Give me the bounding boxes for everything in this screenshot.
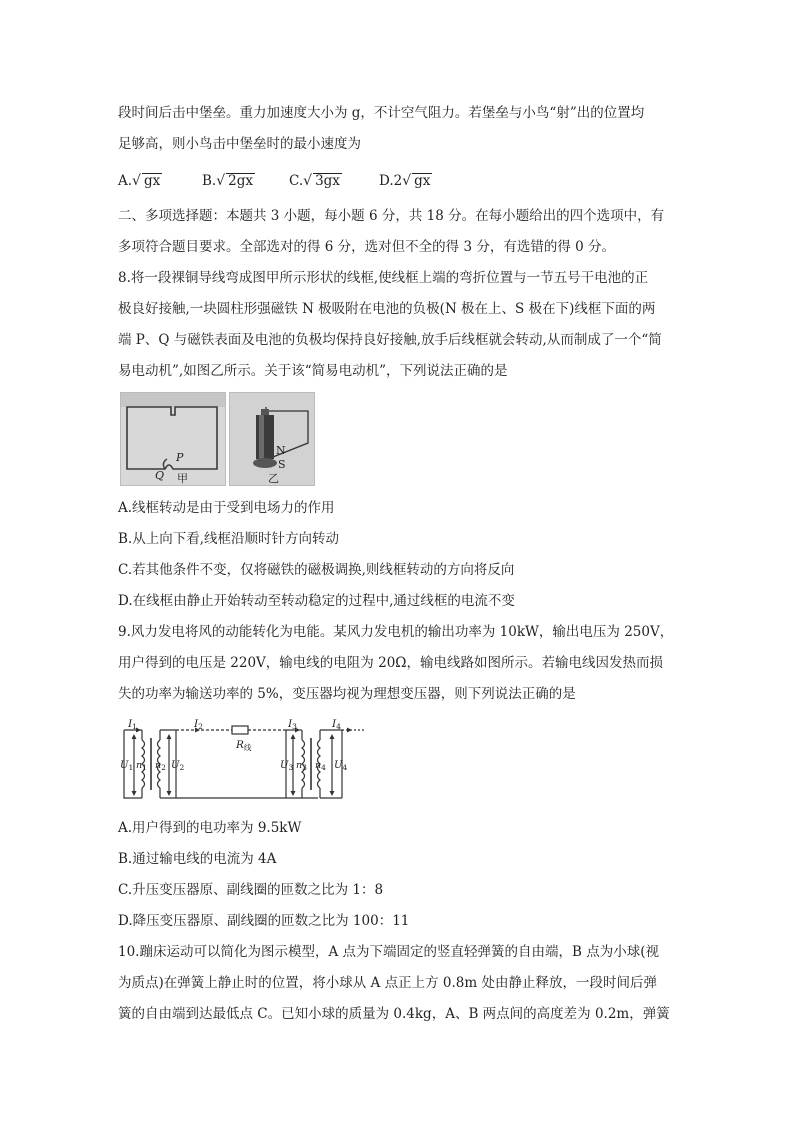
q9-option-a[interactable]: A.用户得到的电功率为 9.5kW: [118, 820, 302, 836]
label-u4: $U_4$: [334, 760, 348, 772]
q9-option-d[interactable]: D.降压变压器原、副线圈的匝数之比为 100：11: [118, 913, 410, 929]
q7-option-d[interactable]: D.2√ gx: [379, 173, 431, 189]
q8-option-a[interactable]: A.线框转动是由于受到电场力的作用: [118, 500, 335, 516]
q9-option-c[interactable]: C.升压变压器原、副线圈的匝数之比为 1：8: [118, 882, 384, 898]
q7-line-1: 段时间后击中堡垒。重力加速度大小为 g，不计空气阻力。若堡垒与小鸟“射”出的位置均: [118, 105, 645, 121]
q7-option-a[interactable]: A.√ gx: [118, 173, 161, 189]
q8-option-b[interactable]: B.从上向下看,线框沿顺时针方向转动: [118, 531, 340, 547]
q8-line-4: 易电动机”,如图乙所示。关于该“简易电动机”，下列说法正确的是: [118, 363, 508, 379]
label-n2: $n_2$: [155, 760, 166, 772]
label-n: N: [276, 444, 286, 457]
radicand: 3gx: [315, 173, 340, 189]
label-i3: I3: [288, 718, 297, 731]
label-p: P: [176, 451, 184, 464]
radical-sign: √: [303, 173, 313, 189]
radical-sign: √: [216, 173, 226, 189]
q9-line-3: 失的功率为输送功率的 5%，变压器均视为理想变压器，则下列说法正确的是: [118, 686, 576, 702]
label-n4: $n_4$: [315, 760, 326, 772]
radical-sign: √: [402, 173, 412, 189]
q10-line-2: 为质点)在弹簧上静止时的位置，将小球从 A 点正上方 0.8m 处由静止释放，一段时间后弹: [118, 975, 657, 991]
label-i4: I4: [332, 718, 341, 731]
q8-line-3: 端 P、Q 与磁铁表面及电池的负极均保持良好接触,放手后线框就会转动,从而制成了一个“简: [118, 332, 662, 348]
radicand: 2gx: [228, 173, 253, 189]
label-u3: $U_3$: [280, 760, 294, 772]
label-jia: 甲: [177, 472, 188, 485]
q9-line-1: 9.风力发电将风的动能转化为电能。某风力发电机的输出功率为 10kW，输出电压为 250V，: [118, 624, 674, 640]
q7-line-2: 足够高，则小鸟击中堡垒时的最小速度为: [118, 136, 361, 152]
section2-line-2: 多项符合题目要求。全部选对的得 6 分，选对但不全的得 3 分，有选错的得 0 分。: [118, 239, 616, 255]
label-n3: $n_3$: [296, 760, 307, 772]
label-yi: 乙: [268, 472, 279, 485]
label-r-line: R线: [236, 739, 252, 752]
label-u2: $U_2$: [171, 760, 185, 772]
q10-line-1: 10.蹦床运动可以简化为图示模型，A 点为下端固定的竖直轻弹簧的自由端，B 点为小球(视: [118, 944, 659, 960]
figure-jia: [120, 392, 226, 486]
radicand: gx: [414, 173, 431, 189]
label-s: S: [278, 458, 286, 471]
q7-option-b[interactable]: B.√ 2gx: [202, 173, 253, 189]
q8-option-d[interactable]: D.在线框由静止开始转动至转动稳定的过程中,通过线框的电流不变: [118, 593, 515, 609]
section2-line-1: 二、多项选择题：本题共 3 小题，每小题 6 分，共 18 分。在每小题给出的四个选项中，有: [118, 208, 665, 224]
q8-line-2: 极良好接触,一块圆柱形强磁铁 N 极吸附在电池的负极(N 极在上、S 极在下)线框下面的两: [118, 301, 656, 317]
radicand: gx: [143, 173, 161, 189]
label-i2: I2: [194, 718, 203, 731]
label-i1: I1: [128, 718, 137, 731]
label-u1: $U_1$: [120, 760, 134, 772]
q9-line-2: 用户得到的电压是 220V，输电线的电阻为 20Ω，输电线路如图所示。若输电线因发热而损: [118, 655, 663, 671]
q9-option-b[interactable]: B.通过输电线的电流为 4A: [118, 851, 277, 867]
q8-line-1: 8.将一段裸铜导线弯成图甲所示形状的线框,使线框上端的弯折位置与一节五号干电池的正: [118, 270, 649, 286]
label-n1: $n_1$: [136, 760, 147, 772]
q10-line-3: 簧的自由端到达最低点 C。已知小球的质量为 0.4kg，A、B 两点间的高度差为 0.2m，弹簧: [118, 1006, 670, 1022]
transmission-circuit-diagram: [120, 718, 368, 802]
label-q: Q: [155, 469, 165, 482]
figure-yi: [229, 392, 315, 486]
q7-option-c[interactable]: C.√ 3gx: [289, 173, 340, 189]
q8-option-c[interactable]: C.若其他条件不变，仅将磁铁的磁极调换,则线框转动的方向将反向: [118, 562, 515, 578]
radical-sign: √: [132, 173, 141, 189]
